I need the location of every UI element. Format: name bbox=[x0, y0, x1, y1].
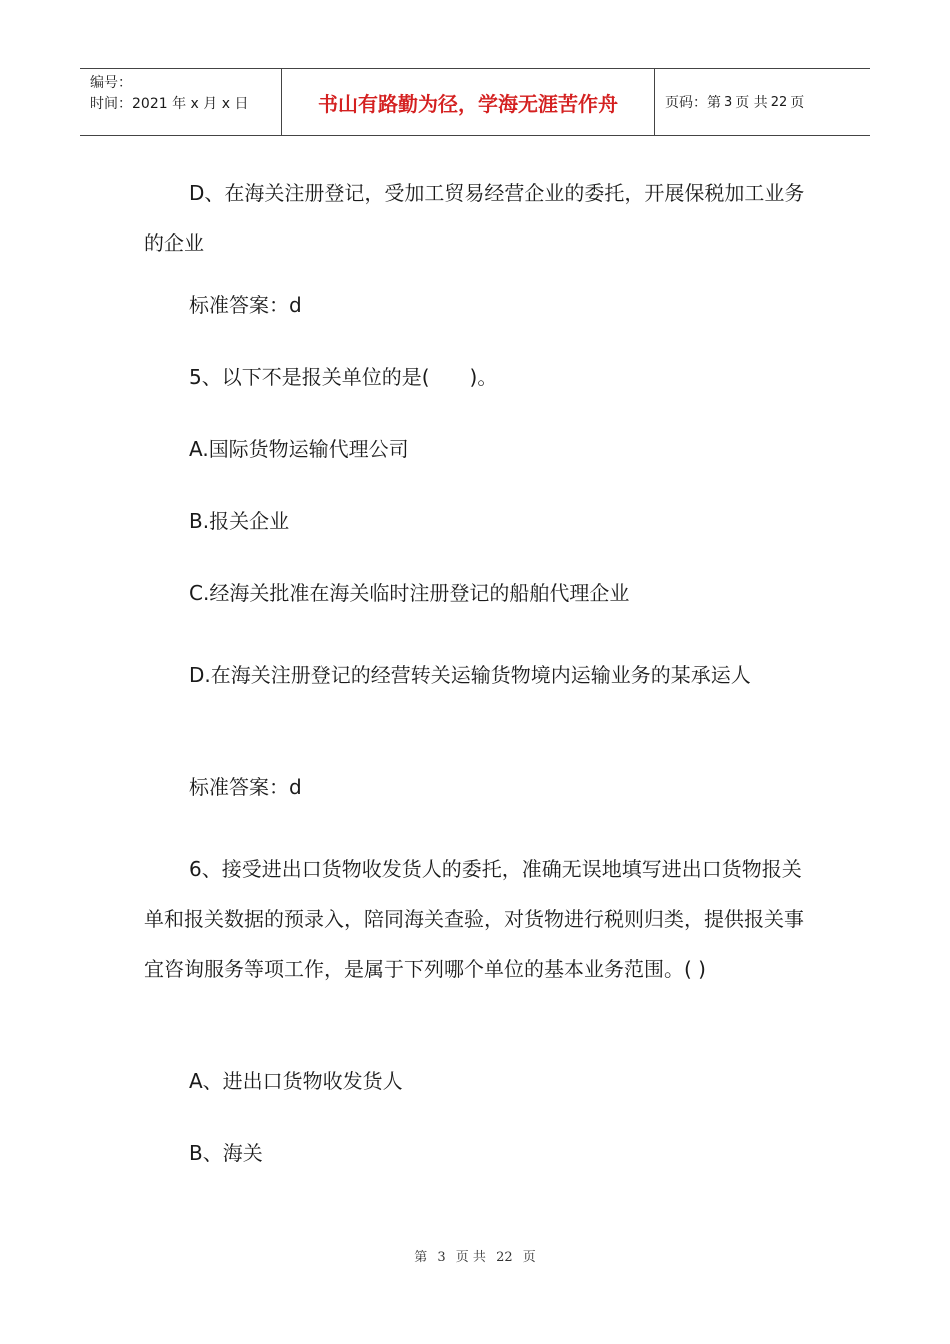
option-c: C.经海关批准在海关临时注册登记的船舶代理企业 bbox=[189, 581, 630, 605]
option-a: A.国际货物运输代理公司 bbox=[189, 437, 409, 461]
header-info-cell bbox=[80, 69, 281, 135]
footer-prefix: 第 bbox=[414, 1250, 428, 1265]
option-b: B.报关企业 bbox=[189, 509, 290, 533]
header-page-current: 3 bbox=[724, 94, 733, 110]
page-footer bbox=[0, 1246, 950, 1265]
header-page-suffix: 页 bbox=[790, 95, 805, 111]
document-time-label: 时间：2021 年 x 月 x 日 bbox=[90, 96, 249, 112]
header-motto: 书山有路勤为径，学海无涯苦作舟 bbox=[281, 69, 655, 135]
header-page-prefix: 页码：第 bbox=[665, 95, 721, 111]
option-d: D.在海关注册登记的经营转关运输货物境内运输业务的某承运人 bbox=[189, 663, 751, 687]
option-b-2: B、海关 bbox=[189, 1141, 263, 1165]
question-6: 6、接受进出口货物收发货人的委托，准确无误地填写进出口货物报关单和报关数据的预录入，陪同海关查验，对货物进行税则归类，提供报关事宜咨询服务等项工作，是属于下列哪个单位的基本业务范围。( ) bbox=[144, 857, 804, 981]
option-d-paragraph: D、在海关注册登记，受加工贸易经营企业的委托，开展保税加工业务的企业 bbox=[144, 181, 805, 255]
header-page-mid: 页 共 bbox=[735, 95, 768, 111]
footer-total: 22 bbox=[496, 1250, 513, 1265]
answer-paragraph: 标准答案：d bbox=[189, 293, 302, 317]
question-5: 5、以下不是报关单位的是( )。 bbox=[189, 365, 498, 389]
document-number-label: 编号： bbox=[90, 75, 132, 91]
page-header bbox=[80, 68, 870, 136]
option-a-2: A、进出口货物收发货人 bbox=[189, 1069, 403, 1093]
header-page-indicator bbox=[655, 69, 870, 135]
header-page-total: 22 bbox=[770, 94, 788, 110]
footer-suffix: 页 bbox=[522, 1250, 536, 1265]
answer-paragraph-2: 标准答案：d bbox=[189, 775, 302, 799]
footer-current: 3 bbox=[437, 1250, 446, 1265]
footer-mid: 页 共 bbox=[455, 1250, 486, 1265]
